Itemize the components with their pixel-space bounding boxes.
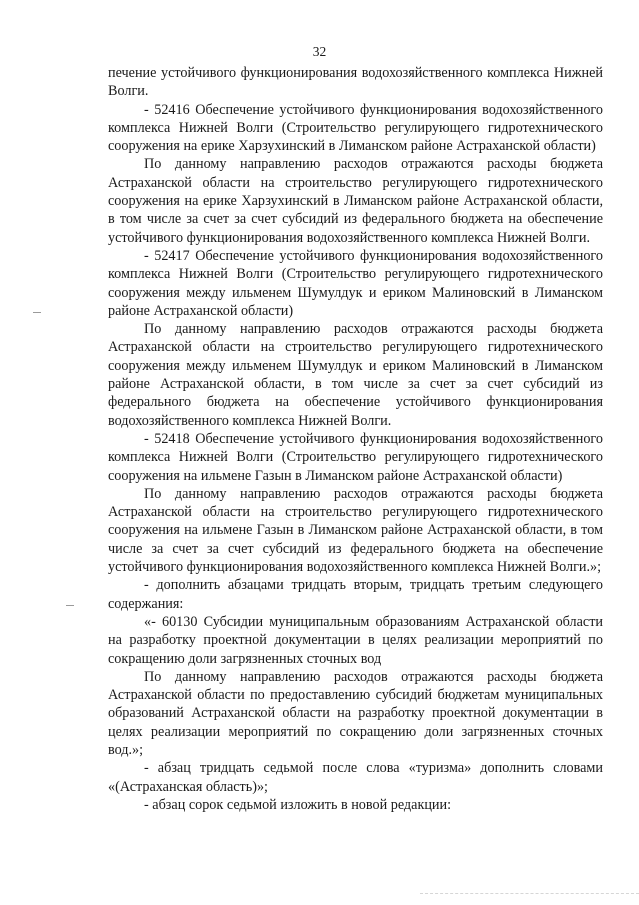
paragraph: По данному направлению расходов отражаются расходы бюджета Астраханской области на строительство регулирующего гидротехнического сооружения между ильменем Шумулдук и ериком Малиновский в Лиманском районе Астраханской области, в том числе за счет за счет субсидий из федерального бюджета на обеспечение устойчивого функционирования водохозяйственного комплекса Нижней Волги. (108, 321, 603, 429)
paragraph-code-52416: - 52416 Обеспечение устойчивого функционирования водохозяйственного комплекса Нижней Волги (Строительство регулирующего гидротехнического сооружения на ерике Харзухинский в Лиманском районе Астраханской области) (108, 101, 603, 155)
paragraph: По данному направлению расходов отражаются расходы бюджета Астраханской области на строительство регулирующего гидротехнического сооружения на ильмене Газын в Лиманском районе Астраханской области, в том числе за счет за счет субсидий из федерального бюджета на обеспечение устойчивого функционирования водохозяйственного комплекса Нижней Волги.»; (108, 485, 603, 576)
document-body (108, 64, 603, 814)
paragraph: печение устойчивого функционирования водохозяйственного комплекса Нижней Волги. (108, 65, 603, 100)
paragraph-code-52417: - 52417 Обеспечение устойчивого функционирования водохозяйственного комплекса Нижней Волги (Строительство регулирующего гидротехнического сооружения между ильменем Шумулдук и ериком Малиновский в Лиманском районе Астраханской области) (108, 247, 603, 319)
paragraph-amendment: - абзац тридцать седьмой после слова «туризма» дополнить словами «(Астраханская область)»; (108, 760, 603, 795)
paragraph-amendment: - абзац сорок седьмой изложить в новой редакции: (144, 796, 452, 813)
paragraph: По данному направлению расходов отражаются расходы бюджета Астраханской области по предоставлению субсидий бюджетам муниципальных образований Астраханской области на разработку проектной документации в целях реализации мероприятий по сокращению доли загрязненных сточных вод.»; (108, 668, 603, 758)
scan-speck (66, 605, 74, 606)
paragraph-code-52418: - 52418 Обеспечение устойчивого функционирования водохозяйственного комплекса Нижней Волги (Строительство регулирующего гидротехнического сооружения на ильмене Газын в Лиманском районе Астраханской области) (108, 430, 603, 484)
page-number: 32 (312, 44, 327, 59)
paragraph-amendment: - дополнить абзацами тридцать вторым, тридцать третьим следующего содержания: (108, 577, 603, 612)
scan-edge-line (420, 893, 639, 894)
scan-speck (33, 312, 41, 313)
paragraph: По данному направлению расходов отражаются расходы бюджета Астраханской области на строительство регулирующего гидротехнического сооружения на ерике Харзухинский в Лиманском районе Астраханской области, в том числе за счет за счет субсидий из федерального бюджета на обеспечение устойчивого функционирования водохозяйственного комплекса Нижней Волги. (108, 156, 603, 246)
paragraph-code-60130: «- 60130 Субсидии муниципальным образованиям Астраханской области на разработку проектной документации в целях реализации мероприятий по сокращению доли загрязненных сточных вод (108, 613, 603, 667)
